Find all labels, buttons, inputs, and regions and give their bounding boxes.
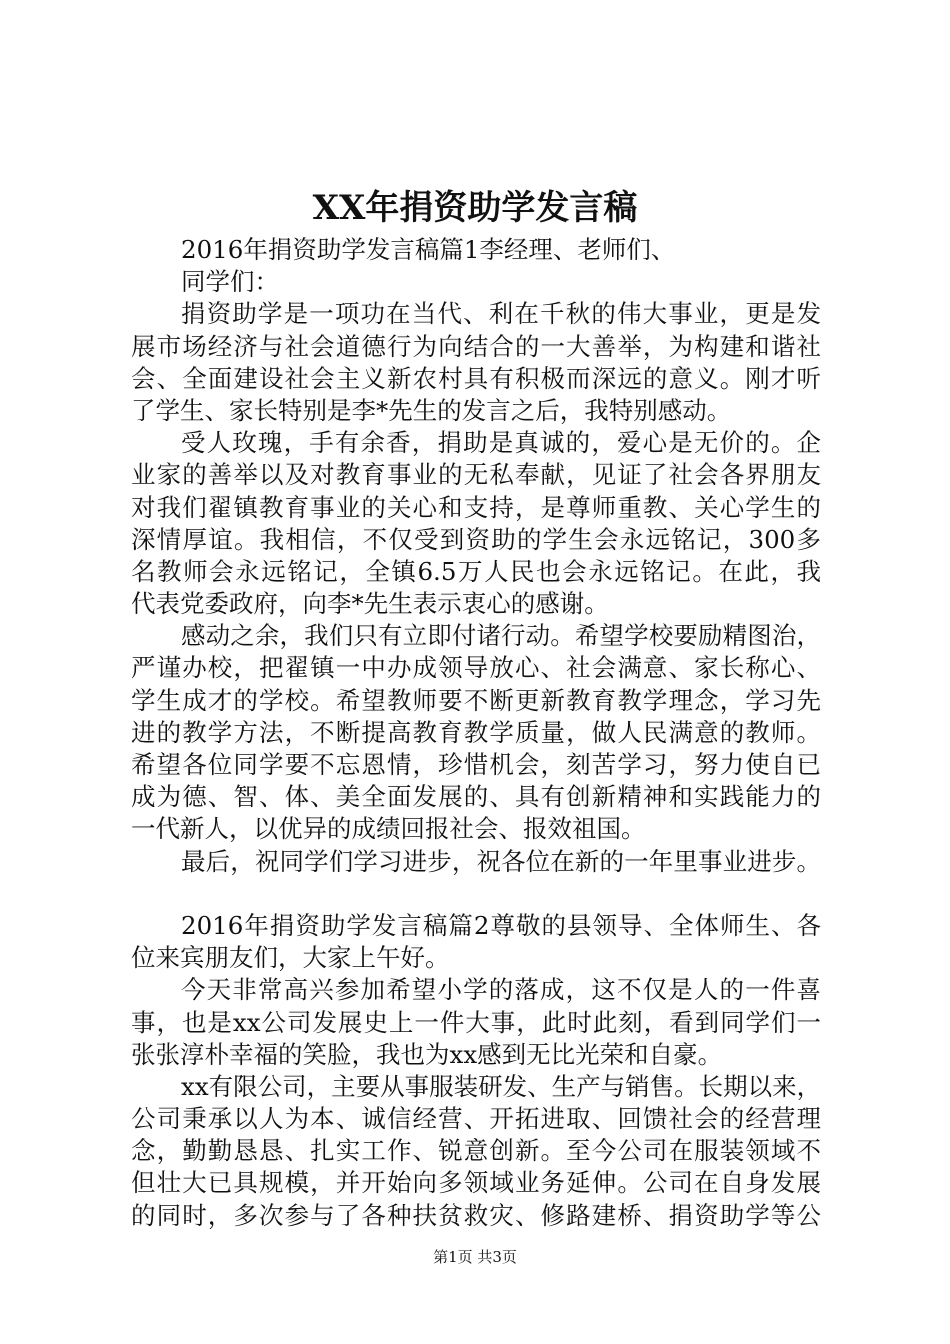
text-line: 事，也是xx公司发展史上一件大事，此时此刻，看到同学们一	[131, 1007, 821, 1037]
text-line: 捐资助学是一项功在当代、利在千秋的伟大事业，更是发	[181, 299, 821, 329]
text-line: 希望各位同学要不忘恩情，珍惜机会，刻苦学习，努力使自已	[131, 750, 821, 779]
text-line: 张张淳朴幸福的笑脸，我也为xx感到无比光荣和自豪。	[131, 1039, 723, 1069]
text-line: 了学生、家长特别是李*先生的发言之后，我特别感动。	[131, 395, 732, 425]
text-line: 严谨办校，把翟镇一中办成领导放心、社会满意、家长称心、	[131, 653, 821, 683]
text-line: 感动之余，我们只有立即付诸行动。希望学校要励精图治，	[181, 621, 821, 651]
document-title: XX年捐资助学发言稿	[312, 188, 638, 228]
text-line: 会、全面建设社会主义新农村具有积极而深远的意义。刚才听	[131, 363, 821, 393]
text-line: 位来宾朋友们，大家上午好。	[131, 943, 450, 973]
text-line: 最后，祝同学们学习进步，祝各位在新的一年里事业进步。	[181, 846, 821, 876]
text-line: 名教师会永远铭记，全镇6.5万人民也会永远铭记。在此，我	[131, 556, 821, 586]
text-line: 一代新人，以优异的成绩回报社会、报效祖国。	[131, 814, 646, 844]
text-line: 受人玫瑰，手有余香，捐助是真诚的，爱心是无价的。企	[181, 428, 821, 458]
text-line: 2016年捐资助学发言稿篇1李经理、老师们、	[181, 235, 676, 264]
text-line: 对我们翟镇教育事业的关心和支持，是尊师重教、关心学生的	[131, 492, 821, 522]
text-line: 念，勤勤恳恳、扎实工作、锐意创新。至今公司在服装领域不	[131, 1136, 821, 1166]
text-line: 业家的善举以及对教育事业的无私奉献，见证了社会各界朋友	[131, 460, 821, 490]
text-line: 同学们：	[181, 267, 279, 297]
text-line: 学生成才的学校。希望教师要不断更新教育教学理念，学习先	[131, 685, 821, 715]
text-line: 公司秉承以人为本、诚信经营、开拓进取、回馈社会的经营理	[131, 1104, 821, 1134]
text-line: 深情厚谊。我相信，不仅受到资助的学生会永远铭记，300多	[131, 524, 821, 554]
document-body	[131, 234, 821, 1232]
text-line: 的同时，多次参与了各种扶贫救灾、修路建桥、捐资助学等公	[131, 1200, 821, 1230]
page-footer: 第1页 共3页	[433, 1248, 517, 1266]
text-line: 但壮大已具规模，并开始向多领域业务延伸。公司在自身发展	[131, 1168, 821, 1198]
text-line: 2016年捐资助学发言稿篇2尊敬的县领导、全体师生、各	[181, 910, 821, 940]
text-line: 进的教学方法，不断提高教育教学质量，做人民满意的教师。	[131, 717, 821, 747]
text-line: 成为德、智、体、美全面发展的、具有创新精神和实践能力的	[131, 782, 821, 812]
text-line: 展市场经济与社会道德行为向结合的一大善举，为构建和谐社	[131, 331, 821, 361]
text-line: 今天非常高兴参加希望小学的落成，这不仅是人的一件喜	[181, 975, 821, 1005]
text-line: xx有限公司，主要从事服装研发、生产与销售。长期以来，	[181, 1071, 821, 1101]
text-line: 代表党委政府，向李*先生表示衷心的感谢。	[131, 589, 609, 619]
blank-line	[131, 878, 821, 910]
